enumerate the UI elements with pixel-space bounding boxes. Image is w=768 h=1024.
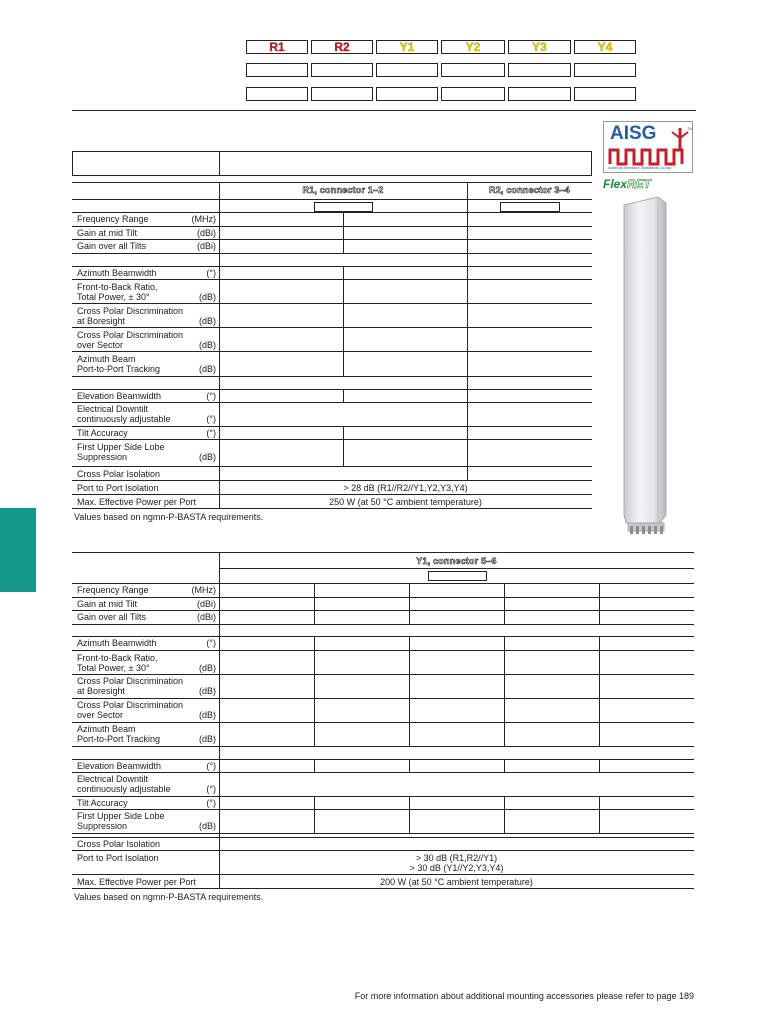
row-label-gain-mid: Gain at mid Tilt: [77, 599, 138, 609]
port-cell: [311, 63, 373, 77]
row-label-xpd-sector: Cross Polar Discrimination: [77, 700, 184, 710]
port-cell: [508, 63, 571, 77]
port-label-r1: R1: [246, 40, 308, 54]
unit-label: (dBi): [196, 599, 216, 609]
row-label-side-lobe-2: Suppression: [77, 821, 128, 831]
unit-label: (dB): [198, 316, 216, 326]
table-2-note: Values based on ngmn-P-BASTA requirements.: [74, 892, 264, 902]
subcolumn-divider: [504, 759, 505, 772]
antenna-product-image: [618, 193, 672, 538]
row-label-gain-all: Gain over all Tilts: [77, 241, 147, 251]
unit-label: (dB): [198, 734, 216, 744]
row-rule: [72, 327, 592, 328]
row-rule: [72, 426, 592, 427]
row-rule: [72, 508, 592, 509]
unit-label: (dB): [198, 340, 216, 350]
row-label-front-to-back: Front-to-Back Ratio,: [77, 653, 158, 663]
row-rule: [72, 480, 592, 481]
row-rule: [72, 746, 694, 747]
port-cell: [376, 63, 438, 77]
aisg-subtitle: Antenna Interface Standards Group: [608, 165, 672, 170]
subcolumn-divider: [343, 426, 344, 466]
port-cell: [376, 87, 438, 101]
unit-label: (dB): [198, 686, 216, 696]
row-rule: [72, 376, 592, 377]
row-rule: [72, 624, 694, 625]
subcolumn-divider: [599, 636, 600, 746]
subcolumn-divider: [599, 796, 600, 833]
header-small-box: [314, 202, 373, 212]
table-1-title-row: [72, 151, 592, 176]
row-label-cross-polar-isolation: Cross Polar Isolation: [77, 469, 161, 479]
subcolumn-divider: [314, 759, 315, 772]
max-power-value: 200 W (at 50 °C ambient temperature): [380, 877, 533, 887]
port-label-y3: Y3: [508, 40, 571, 54]
unit-label: (MHz): [191, 214, 216, 224]
row-label-max-power: Max. Effective Power per Port: [77, 497, 196, 507]
subcolumn-divider: [409, 636, 410, 746]
table-2-rule: [72, 552, 694, 553]
row-label-electrical-downtilt: Electrical Downtilt: [77, 774, 149, 784]
row-rule: [72, 636, 694, 637]
unit-label: (dB): [198, 364, 216, 374]
unit-label: (dB): [198, 452, 216, 462]
row-label-electrical-downtilt-2: continuously adjustable: [77, 414, 171, 424]
row-label-max-power: Max. Effective Power per Port: [77, 877, 196, 887]
unit-label: (dB): [198, 663, 216, 673]
row-label-azimuth-beamwidth: Azimuth Beamwidth: [77, 638, 157, 648]
row-rule: [72, 439, 592, 440]
row-rule: [72, 303, 592, 304]
unit-label: (°): [206, 428, 216, 438]
footer-note: For more information about additional mounting accessories please refer to page 189: [354, 991, 694, 1001]
unit-label: (°): [206, 414, 216, 424]
row-label-xpd-boresight-2: at Boresight: [77, 316, 126, 326]
row-label-port-isolation: Port to Port Isolation: [77, 483, 159, 493]
row-label-side-lobe: First Upper Side Lobe: [77, 811, 165, 821]
row-label-azimuth-tracking-2: Port-to-Port Tracking: [77, 364, 161, 374]
unit-label: (dBi): [196, 612, 216, 622]
row-label-electrical-downtilt: Electrical Downtilt: [77, 404, 149, 414]
row-label-port-isolation: Port to Port Isolation: [77, 853, 159, 863]
row-label-gain-mid: Gain at mid Tilt: [77, 228, 138, 238]
row-rule: [72, 809, 694, 810]
aisg-logo: [603, 121, 693, 173]
unit-label: (°): [206, 798, 216, 808]
row-label-front-to-back-2: Total Power, ± 30°: [77, 292, 150, 302]
row-label-xpd-boresight: Cross Polar Discrimination: [77, 306, 184, 316]
row-rule: [72, 494, 592, 495]
row-label-front-to-back: Front-to-Back Ratio,: [77, 282, 158, 292]
unit-label: (dB): [198, 710, 216, 720]
section-tab-marker: [0, 508, 36, 592]
max-power-value: 250 W (at 50 °C ambient temperature): [329, 497, 482, 507]
port-cell: [246, 63, 308, 77]
subcolumn-divider: [343, 266, 344, 376]
unit-label: (dBi): [196, 228, 216, 238]
subcolumn-divider: [599, 583, 600, 625]
row-label-xpd-sector-2: over Sector: [77, 710, 124, 720]
row-rule: [72, 759, 694, 760]
row-rule: [72, 466, 592, 467]
row-rule: [72, 772, 694, 773]
row-rule: [72, 796, 694, 797]
column-header-r1: R1, connector 1–2: [302, 185, 384, 195]
row-rule: [72, 266, 592, 267]
subcolumn-divider: [314, 636, 315, 746]
column-header-r2: R2, connector 3–4: [489, 185, 570, 195]
row-rule: [72, 597, 694, 598]
row-rule: [72, 674, 694, 675]
divider: [219, 151, 220, 176]
port-label-y4: Y4: [574, 40, 636, 54]
port-isolation-value: > 28 dB (R1//R2//Y1,Y2,Y3,Y4): [343, 483, 468, 493]
subcolumn-divider: [314, 796, 315, 833]
row-rule: [72, 650, 694, 651]
row-label-azimuth-tracking: Azimuth Beam: [77, 724, 136, 734]
port-cell: [246, 87, 308, 101]
table-1-note: Values based on ngmn-P-BASTA requirements.: [74, 512, 264, 522]
aisg-logo-text: AISG: [610, 123, 657, 144]
flexret-suffix: RET: [627, 177, 652, 191]
row-rule: [72, 698, 694, 699]
row-rule: [72, 874, 694, 875]
row-label-front-to-back-2: Total Power, ± 30°: [77, 663, 150, 673]
unit-label: (dBi): [196, 241, 216, 251]
row-label-elevation-beamwidth: Elevation Beamwidth: [77, 761, 162, 771]
port-isolation-value-1: > 30 dB (R1,R2//Y1): [415, 853, 498, 863]
subcolumn-divider: [314, 583, 315, 625]
port-label-y1: Y1: [376, 40, 438, 54]
row-rule: [72, 610, 694, 611]
row-label-electrical-downtilt-2: continuously adjustable: [77, 784, 171, 794]
row-label-xpd-boresight-2: at Boresight: [77, 686, 126, 696]
subcolumn-divider: [409, 759, 410, 772]
row-rule: [72, 833, 694, 834]
row-label-frequency: Frequency Range: [77, 214, 149, 224]
row-label-azimuth-beamwidth: Azimuth Beamwidth: [77, 268, 157, 278]
label-column-divider: [219, 199, 220, 508]
port-cell: [311, 87, 373, 101]
subcolumn-divider: [599, 759, 600, 772]
port-cell: [441, 87, 505, 101]
column-header-y1: Y1, connector 5–6: [416, 556, 497, 566]
unit-label: (°): [206, 268, 216, 278]
port-label-y2: Y2: [441, 40, 505, 54]
row-rule: [72, 583, 694, 584]
unit-label: (MHz): [191, 585, 216, 595]
port-cell: [441, 63, 505, 77]
table-2-rule: [219, 568, 694, 569]
header-small-box: [500, 202, 560, 212]
subcolumn-divider: [504, 796, 505, 833]
row-label-elevation-beamwidth: Elevation Beamwidth: [77, 391, 162, 401]
row-rule: [72, 722, 694, 723]
row-label-tilt-accuracy: Tilt Accuracy: [77, 428, 128, 438]
row-rule: [72, 279, 592, 280]
table-1-rule: [72, 199, 592, 200]
unit-label: (°): [206, 761, 216, 771]
port-cell: [508, 87, 571, 101]
row-label-xpd-sector-2: over Sector: [77, 340, 124, 350]
section-divider: [72, 110, 696, 111]
row-rule: [72, 888, 694, 889]
port-label-r2: R2: [311, 40, 373, 54]
unit-label: (°): [206, 784, 216, 794]
subcolumn-divider: [504, 583, 505, 625]
row-label-side-lobe: First Upper Side Lobe: [77, 442, 165, 452]
column-divider: [467, 199, 468, 480]
subcolumn-divider: [409, 583, 410, 625]
port-isolation-value-2: > 30 dB (Y1//Y2,Y3,Y4): [409, 863, 504, 873]
header-small-box: [428, 571, 487, 581]
subcolumn-divider: [504, 636, 505, 746]
row-rule: [72, 402, 592, 403]
port-cell: [574, 63, 636, 77]
row-rule: [72, 389, 592, 390]
row-rule: [72, 239, 592, 240]
row-label-azimuth-tracking-2: Port-to-Port Tracking: [77, 734, 161, 744]
aisg-tm: TM: [687, 126, 693, 131]
row-label-frequency: Frequency Range: [77, 585, 149, 595]
unit-label: (dB): [198, 292, 216, 302]
row-rule: [72, 837, 694, 838]
unit-label: (°): [206, 638, 216, 648]
flexret-prefix: Flex: [603, 177, 628, 191]
port-cell: [574, 87, 636, 101]
unit-label: (dB): [198, 821, 216, 831]
row-label-gain-all: Gain over all Tilts: [77, 612, 147, 622]
subcolumn-divider: [409, 796, 410, 833]
row-label-side-lobe-2: Suppression: [77, 452, 128, 462]
row-label-cross-polar-isolation: Cross Polar Isolation: [77, 839, 161, 849]
row-label-xpd-sector: Cross Polar Discrimination: [77, 330, 184, 340]
row-rule: [72, 850, 694, 851]
row-rule: [72, 351, 592, 352]
subcolumn-divider: [343, 212, 344, 254]
flexret-brand: [603, 177, 651, 191]
row-rule: [72, 226, 592, 227]
subcolumn-divider: [343, 389, 344, 402]
row-label-xpd-boresight: Cross Polar Discrimination: [77, 676, 184, 686]
unit-label: (°): [206, 391, 216, 401]
row-rule: [72, 212, 592, 213]
row-label-tilt-accuracy: Tilt Accuracy: [77, 798, 128, 808]
row-rule: [72, 253, 592, 254]
table-1-rule: [72, 182, 592, 183]
row-label-azimuth-tracking: Azimuth Beam: [77, 354, 136, 364]
